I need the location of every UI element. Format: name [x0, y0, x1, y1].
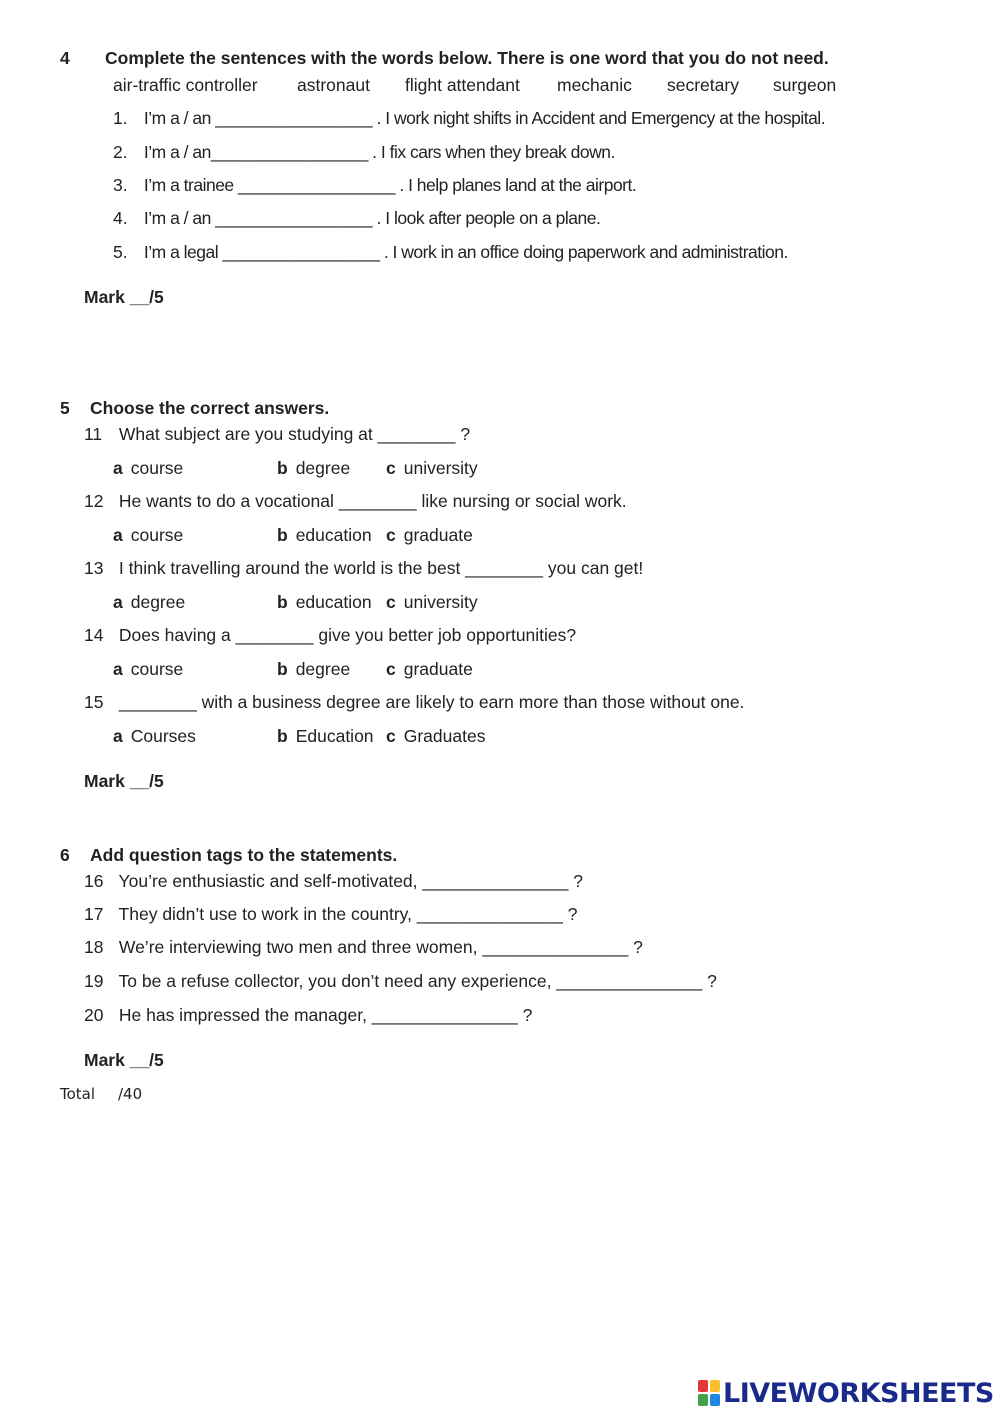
option-letter: b: [277, 525, 288, 545]
option-letter: c: [386, 525, 396, 545]
option-text: Courses: [130, 726, 196, 746]
section-5-number: 5: [60, 398, 70, 418]
option-b[interactable]: [277, 525, 372, 546]
question-number: 11: [84, 424, 103, 444]
option-a[interactable]: [113, 525, 183, 546]
section-4-instruction: Complete the sentences with the words below. There is one word that you do not need.: [105, 48, 829, 68]
option-text: course: [130, 458, 184, 478]
question-number: 12: [84, 491, 104, 511]
option-text: degree: [130, 592, 186, 612]
item-number: 1.: [113, 108, 128, 128]
word-bank-item: flight attendant: [405, 75, 520, 95]
option-text: course: [130, 659, 184, 679]
option-text: university: [403, 458, 478, 478]
list-item: [84, 1005, 532, 1026]
option-a[interactable]: [113, 659, 183, 680]
list-item: [113, 142, 615, 163]
option-c[interactable]: [386, 525, 473, 546]
option-text: degree: [295, 659, 351, 679]
question: [84, 692, 744, 713]
item-text[interactable]: I’m a / an_________________ . I fix cars when they break down.: [143, 142, 615, 162]
option-text: course: [130, 525, 184, 545]
question-number: 14: [84, 625, 104, 645]
option-letter: a: [113, 525, 123, 545]
item-number: 5.: [113, 242, 128, 262]
option-c[interactable]: [386, 458, 478, 479]
item-text[interactable]: I’m a / an _________________ . I work night shifts in Accident and Emergency at the hospital.: [143, 108, 826, 128]
option-c[interactable]: [386, 659, 473, 680]
option-letter: b: [277, 592, 288, 612]
option-a[interactable]: [113, 458, 183, 479]
question-text: He wants to do a vocational ________ like nursing or social work.: [118, 491, 627, 511]
item-text[interactable]: I’m a legal _________________ . I work in an office doing paperwork and administration.: [143, 242, 788, 262]
total-label: Total: [60, 1085, 96, 1103]
list-item: [113, 108, 825, 129]
list-item: [84, 937, 643, 958]
question-number: 15: [84, 692, 104, 712]
item-number: 2.: [113, 142, 128, 162]
option-b[interactable]: [277, 458, 350, 479]
option-letter: a: [113, 458, 123, 478]
option-a[interactable]: [113, 726, 196, 747]
section-5-instruction: Choose the correct answers.: [90, 398, 330, 418]
option-letter: c: [386, 592, 396, 612]
section-6-number: 6: [60, 845, 70, 865]
question-number: 13: [84, 558, 104, 578]
word-bank-item: secretary: [667, 75, 739, 95]
question-text: I think travelling around the world is the best ________ you can get!: [118, 558, 644, 578]
item-text[interactable]: He has impressed the manager, _______________ ?: [118, 1005, 533, 1025]
option-text: graduate: [403, 525, 473, 545]
option-a[interactable]: [113, 592, 185, 613]
section-5-mark: Mark __/5: [84, 771, 164, 791]
item-number: 16: [84, 871, 104, 891]
item-number: 20: [84, 1005, 104, 1025]
section-6-instruction: Add question tags to the statements.: [90, 845, 398, 865]
option-letter: a: [113, 592, 123, 612]
question: [84, 558, 643, 579]
item-number: 4.: [113, 208, 128, 228]
option-b[interactable]: [277, 659, 350, 680]
option-c[interactable]: [386, 726, 485, 747]
option-letter: c: [386, 659, 396, 679]
option-b[interactable]: [277, 726, 374, 747]
option-b[interactable]: [277, 592, 372, 613]
option-text: graduate: [403, 659, 473, 679]
option-text: degree: [295, 458, 351, 478]
liveworksheets-logo: [698, 1378, 994, 1408]
word-bank-item: air-traffic controller: [113, 75, 258, 95]
section-6-mark: Mark __/5: [84, 1050, 164, 1070]
option-text: Graduates: [403, 726, 486, 746]
list-item: [113, 242, 788, 263]
option-text: education: [295, 525, 372, 545]
list-item: [84, 904, 577, 925]
option-text: education: [295, 592, 372, 612]
item-text[interactable]: I’m a trainee _________________ . I help planes land at the airport.: [143, 175, 637, 195]
item-number: 18: [84, 937, 104, 957]
item-number: 3.: [113, 175, 128, 195]
brand-name: LIVEWORKSHEETS: [723, 1377, 994, 1409]
section-4-mark: Mark __/5: [84, 287, 164, 307]
item-number: 19: [84, 971, 104, 991]
option-letter: b: [277, 726, 288, 746]
question-text: Does having a ________ give you better job opportunities?: [118, 625, 577, 645]
question: [84, 424, 470, 445]
section-4-number: 4: [60, 48, 70, 68]
list-item: [113, 208, 600, 229]
option-c[interactable]: [386, 592, 478, 613]
item-text[interactable]: I’m a / an _________________ . I look after people on a plane.: [143, 208, 601, 228]
option-text: university: [403, 592, 478, 612]
list-item: [84, 871, 583, 892]
list-item: [84, 971, 717, 992]
question: [84, 625, 576, 646]
option-letter: a: [113, 726, 123, 746]
option-letter: a: [113, 659, 123, 679]
word-bank-item: mechanic: [557, 75, 632, 95]
total-value: /40: [118, 1085, 143, 1103]
list-item: [113, 175, 636, 196]
option-letter: c: [386, 726, 396, 746]
option-letter: b: [277, 659, 288, 679]
item-text[interactable]: You’re enthusiastic and self-motivated, _______________ ?: [118, 871, 583, 891]
item-text[interactable]: We’re interviewing two men and three women, _______________ ?: [118, 937, 643, 957]
item-text[interactable]: They didn’t use to work in the country, _______________ ?: [118, 904, 578, 924]
word-bank-item: astronaut: [297, 75, 370, 95]
option-letter: c: [386, 458, 396, 478]
question: [84, 491, 627, 512]
item-text[interactable]: To be a refuse collector, you don’t need any experience, _______________ ?: [118, 971, 717, 991]
option-letter: b: [277, 458, 288, 478]
item-number: 17: [84, 904, 104, 924]
word-bank-item: surgeon: [773, 75, 837, 95]
logo-grid-icon: [698, 1380, 720, 1406]
question-text: ________ with a business degree are likely to earn more than those without one.: [118, 692, 745, 712]
option-text: Education: [295, 726, 374, 746]
question-text: What subject are you studying at ________ ?: [118, 424, 471, 444]
